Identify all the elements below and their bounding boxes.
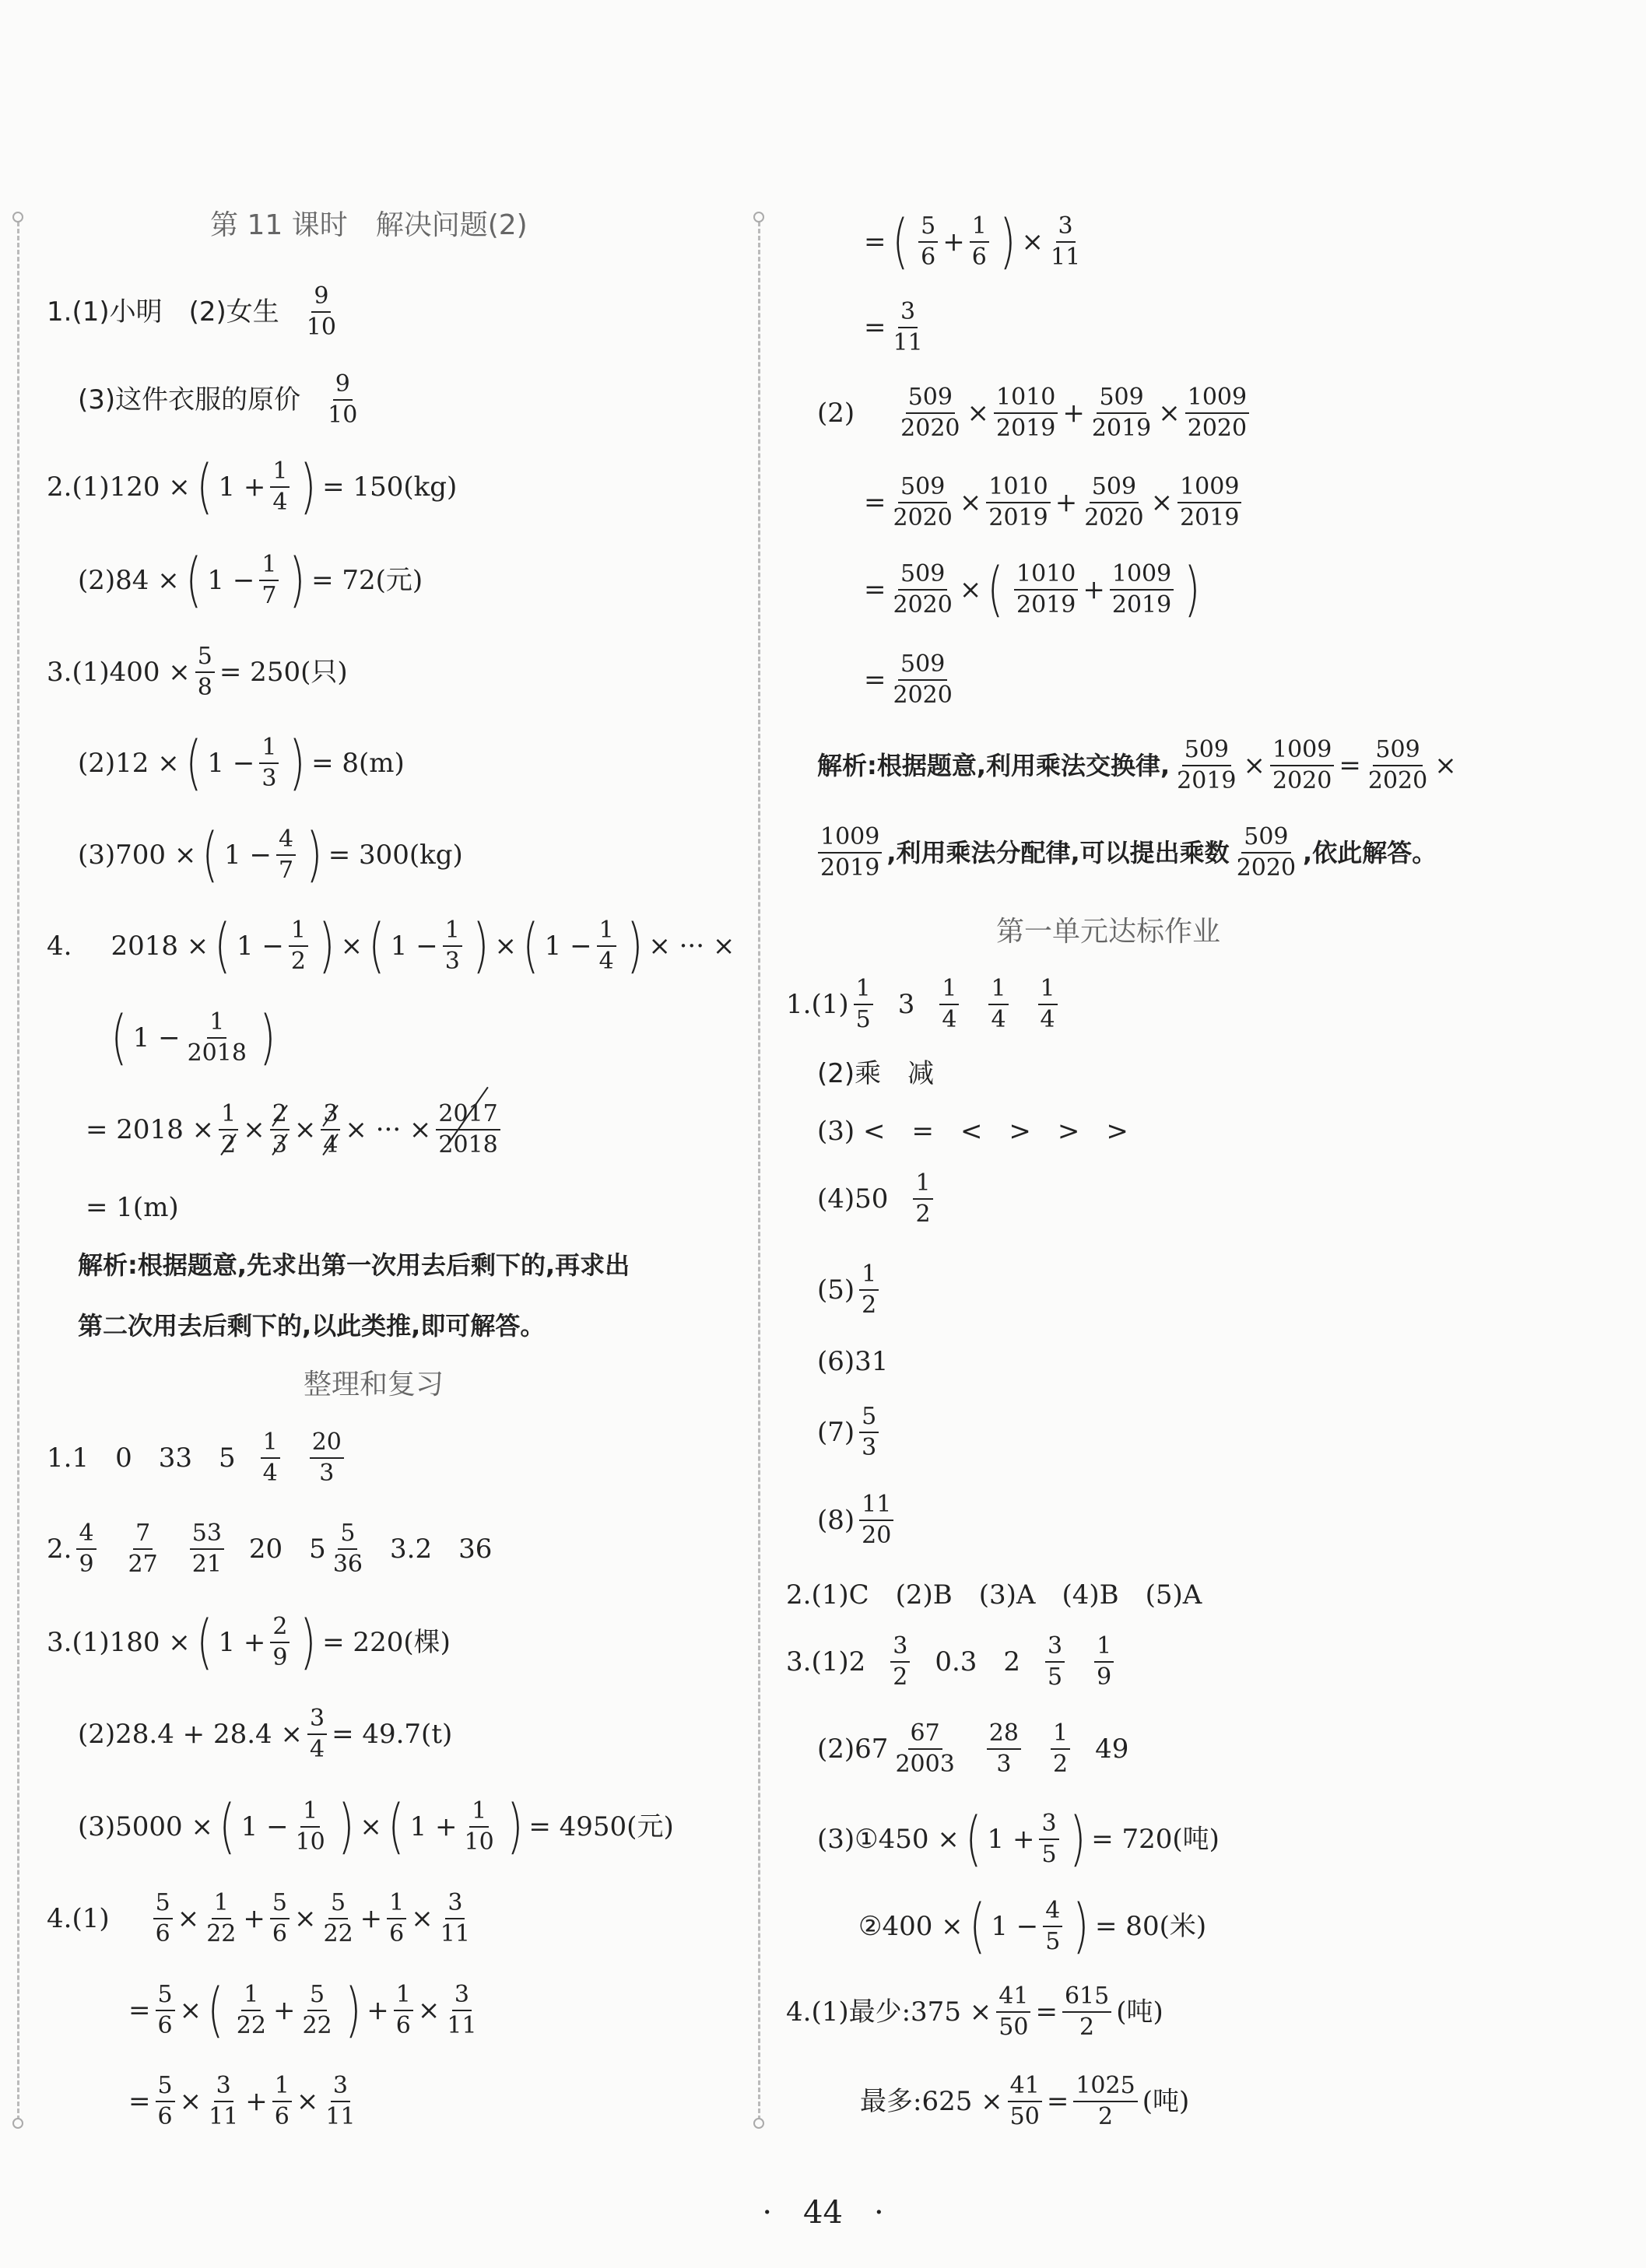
unit-1-6: (6)31 (817, 1346, 889, 1377)
review-3b: (2)28.4 + 28.4 × $\frac{3}{4}$ = 49.7(t) (78, 1705, 453, 1763)
unit-3-3: (3)①450 × ( 1 + $\frac{3}{5}$ ) = 720(吨) (817, 1804, 1220, 1874)
fraction: $\frac{4}{9}$ (76, 1521, 96, 1576)
q4-analysis-2: 第二次用去后剩下的,以此类推,即可解答。 (78, 1311, 546, 1341)
fraction: $\frac{1009}{2019}$ (1177, 475, 1241, 530)
unit-1-5: (5) $\frac{1}{2}$ (817, 1262, 883, 1317)
fraction: $\frac{3}{4}$ (307, 1706, 327, 1761)
fraction: $\frac{509}{2020}$ (900, 384, 960, 442)
fraction: $\frac{1}{2}$ (219, 1102, 238, 1157)
fraction: $\frac{3}{11}$ (440, 1889, 470, 1947)
q4-result: = 1(m) (86, 1192, 179, 1223)
unit-1-7: (7) $\frac{5}{3}$ (817, 1404, 883, 1460)
fraction: $\frac{1}{22}$ (236, 1981, 266, 2039)
fraction: $\frac{1}{3}$ (259, 735, 279, 790)
fraction: $\frac{3}{2}$ (890, 1634, 910, 1689)
calc-2-analysis-2: $\frac{1009}{2019}$ ,利用乘法分配律,可以提出乘数 $\frac{509}{2020}$ ,依此解答。 (813, 825, 1437, 880)
review-4-line-1: 4.(1) $\frac{5}{6}$ × $\frac{1}{22}$ + $\frac{5}{6}$ × $\frac{5}{22}$ + $\frac{1}{6}$ × $\frac{3}{11}$ (47, 1891, 477, 1946)
review-3c: (3)5000 × ( 1 − $\frac{1}{10}$ ) × ( 1 + $\frac{1}{10}$ ) = 4950(元) (78, 1791, 674, 1861)
fraction: $\frac{3}{11}$ (325, 2072, 356, 2130)
unit-1-1: 1.(1) $\frac{1}{5}$ 3 $\frac{1}{4}$ $\frac{1}{4}$ $\frac{1}{4}$ (786, 976, 1062, 1032)
fraction: $\frac{9}{10}$ (306, 282, 336, 341)
fraction: $\frac{5}{22}$ (323, 1889, 353, 1947)
heading-unit-1: 第一单元达标作业 (996, 916, 1221, 948)
fraction: $\frac{1009}{2020}$ (1270, 738, 1334, 793)
page-number: · 44 · (762, 2195, 884, 2231)
fraction: $\frac{2}{3}$ (270, 1102, 290, 1157)
fraction: $\frac{1}{3}$ (443, 918, 462, 973)
unit-1-8: (8) $\frac{11}{20}$ (817, 1492, 898, 1548)
fraction: $\frac{509}{2019}$ (1091, 384, 1152, 442)
fraction: $\frac{509}{2020}$ (893, 560, 953, 619)
unit-3-2: (2)67 $\frac{67}{2003}$ $\frac{28}{3}$ $\frac{1}{2}$ 49 (817, 1719, 1129, 1778)
fraction: $\frac{509}{2020}$ (1084, 473, 1144, 531)
calc-2-analysis-1: 解析 :根据题意,利用乘法交换律, $\frac{509}{2019}$ × $\frac{1009}{2020}$ = $\frac{509}{2020}$ × (817, 736, 1457, 794)
fraction: $\frac{5}{6}$ (156, 1982, 175, 2038)
fraction: $\frac{1}{4}$ (261, 1430, 280, 1485)
fraction: $\frac{509}{2020}$ (1236, 823, 1297, 882)
fraction: $\frac{5}{8}$ (195, 644, 215, 699)
q1-line-2: (3)这件衣服的原价 $\frac{9}{10}$ (78, 372, 364, 427)
fraction: $\frac{1009}{2019}$ (818, 825, 882, 880)
fraction: $\frac{41}{50}$ (1008, 2073, 1042, 2129)
q4-line-1: 4. 2018 × ( 1 − $\frac{1}{2}$ ) × ( 1 − $\frac{1}{3}$ ) × ( 1 − $\frac{1}{4}$ ) × ··· × (47, 910, 735, 980)
fraction: $\frac{5}{6}$ (918, 214, 938, 269)
fraction: $\frac{1009}{2020}$ (1185, 385, 1249, 440)
fraction: $\frac{3}{4}$ (321, 1102, 340, 1157)
fraction: $\frac{1}{2}$ (289, 918, 308, 973)
fraction: $\frac{3}{11}$ (1051, 212, 1081, 271)
unit-1-4: (4)50 $\frac{1}{2}$ (817, 1171, 938, 1226)
unit-4-2: 最多:625 × $\frac{41}{50}$ = $\frac{1025}{2}$ (吨) (860, 2072, 1190, 2130)
fraction: $\frac{1}{7}$ (259, 552, 279, 608)
q3-line-3: (3)700 × ( 1 − $\frac{4}{7}$ ) = 300(kg) (78, 819, 463, 889)
fraction: $\frac{11}{20}$ (859, 1492, 893, 1548)
fraction: $\frac{7}{27}$ (128, 1520, 158, 1578)
fraction: $\frac{3}{11}$ (893, 298, 923, 356)
fraction: $\frac{5}{6}$ (270, 1891, 290, 1946)
fraction: $\frac{509}{2020}$ (893, 650, 953, 709)
fraction: $\frac{2}{9}$ (270, 1614, 290, 1670)
fraction: $\frac{509}{2020}$ (893, 473, 953, 531)
left-column (0, 0, 755, 2179)
q3-line-1: 3.(1)400 × $\frac{5}{8}$ = 250(只) (47, 643, 348, 701)
fraction: $\frac{53}{21}$ (190, 1521, 224, 1576)
fraction: $\frac{1}{4}$ (1038, 976, 1058, 1032)
fraction: $\frac{1025}{2}$ (1073, 2073, 1137, 2129)
center-divider (758, 222, 760, 2120)
unit-3-4: ②400 × ( 1 − $\frac{4}{5}$ ) = 80(米) (858, 1891, 1207, 1961)
q2-line-1: 2.(1)120 × ( 1 + $\frac{1}{4}$ ) = 150(kg) (47, 451, 458, 521)
calc-2-line-3: = $\frac{509}{2020}$ × ( $\frac{1010}{2019}$ + $\frac{1009}{2019}$ ) (864, 554, 1201, 624)
heading-review: 整理和复习 (304, 1369, 444, 1400)
fraction: $\frac{1}{2}$ (913, 1171, 932, 1226)
fraction: $\frac{3}{5}$ (1039, 1811, 1058, 1867)
review-4-line-3: = $\frac{5}{6}$ × $\frac{3}{11}$ + $\frac{1}{6}$ × $\frac{3}{11}$ (128, 2073, 363, 2129)
q3-line-2: (2)12 × ( 1 − $\frac{1}{3}$ ) = 8(m) (78, 727, 405, 797)
fraction: $\frac{1010}{2019}$ (994, 385, 1058, 440)
calc-2-line-4: = $\frac{509}{2020}$ (864, 652, 960, 707)
fraction: $\frac{1}{4}$ (988, 976, 1008, 1032)
fraction: $\frac{4}{5}$ (1043, 1898, 1062, 1954)
fraction: $\frac{5}{22}$ (302, 1981, 332, 2039)
fraction: $\frac{41}{50}$ (996, 1984, 1030, 2039)
fraction: $\frac{1}{4}$ (939, 976, 959, 1032)
fraction: $\frac{1010}{2019}$ (986, 475, 1050, 530)
fraction: $\frac{1}{2}$ (859, 1262, 879, 1317)
fraction: $\frac{1}{6}$ (394, 1982, 413, 2038)
fraction: $\frac{2017}{2018}$ (436, 1102, 500, 1157)
fraction: $\frac{1}{4}$ (270, 459, 290, 514)
fraction: $\frac{509}{2020}$ (1367, 736, 1428, 794)
calc-cont-1: = ( $\frac{5}{6}$ + $\frac{1}{6}$ ) × $\frac{3}{11}$ (864, 214, 1087, 269)
fraction: $\frac{4}{7}$ (276, 827, 296, 882)
review-1: 1.1 0 33 5 $\frac{1}{4}$ $\frac{20}{3}$ (47, 1430, 349, 1485)
fraction: $\frac{9}{10}$ (328, 370, 358, 429)
fraction: $\frac{5}{36}$ (332, 1520, 363, 1578)
fraction: $\frac{1}{6}$ (272, 2073, 292, 2129)
fraction: $\frac{3}{5}$ (1045, 1634, 1065, 1689)
unit-3-1: 3.(1)2 $\frac{3}{2}$ 0.3 2 $\frac{3}{5}$ $\frac{1}{9}$ (786, 1634, 1118, 1689)
fraction: $\frac{509}{2019}$ (1177, 736, 1237, 794)
fraction: $\frac{3}{11}$ (209, 2072, 239, 2130)
fraction: $\frac{3}{11}$ (447, 1981, 477, 2039)
unit-1-3: (3) < = < > > > (817, 1116, 1128, 1147)
fraction: $\frac{1}{10}$ (464, 1797, 494, 1856)
q4-line-2: ( 1 − $\frac{1}{2018}$ ) (111, 1002, 276, 1072)
fraction: $\frac{1009}{2019}$ (1110, 562, 1174, 617)
fraction: $\frac{1010}{2019}$ (1014, 562, 1078, 617)
fraction: $\frac{1}{9}$ (1094, 1634, 1114, 1689)
q2-line-2: (2)84 × ( 1 − $\frac{1}{7}$ ) = 72(元) (78, 545, 423, 615)
fraction: $\frac{1}{2}$ (1051, 1721, 1070, 1776)
fraction: $\frac{1}{5}$ (854, 976, 873, 1032)
fraction: $\frac{1}{6}$ (970, 214, 989, 269)
calc-cont-2: = $\frac{3}{11}$ (864, 300, 930, 355)
fraction: $\frac{20}{3}$ (310, 1430, 344, 1485)
fraction: $\frac{615}{2}$ (1062, 1984, 1111, 2039)
heading-lesson-11: 第 11 课时 解决问题(2) (210, 209, 528, 241)
fraction: $\frac{1}{22}$ (206, 1889, 237, 1947)
fraction: $\frac{5}{6}$ (156, 2073, 175, 2129)
fraction: $\frac{28}{3}$ (987, 1721, 1021, 1776)
right-column (763, 0, 1627, 2179)
review-4-line-2: = $\frac{5}{6}$ × ( $\frac{1}{22}$ + $\frac{5}{22}$ ) + $\frac{1}{6}$ × $\frac{3}{11}$ (128, 1982, 484, 2038)
review-2: 2. $\frac{4}{9}$ $\frac{7}{27}$ $\frac{53}{21}$ 20 5 $\frac{5}{36}$ 3.2 36 (47, 1520, 493, 1578)
q4-analysis-1: 解析 :根据题意,先求出第一次用去后剩下的,再求出 (78, 1250, 630, 1280)
fraction: $\frac{5}{6}$ (153, 1891, 173, 1946)
fraction: $\frac{1}{10}$ (295, 1797, 325, 1856)
calc-2-line-2: = $\frac{509}{2020}$ × $\frac{1010}{2019}$ + $\frac{509}{2020}$ × $\frac{1009}{2019}$ (864, 475, 1246, 530)
unit-2: 2.(1)C (2)B (3)A (4)B (5)A (786, 1579, 1202, 1611)
fraction: $\frac{1}{6}$ (387, 1891, 406, 1946)
q4-line-3: = 2018 × $\frac{1}{2}$ × $\frac{2}{3}$ × $\frac{3}{4}$ × ··· × $\frac{2017}{2018}$ (86, 1102, 505, 1157)
fraction: $\frac{67}{2003}$ (895, 1719, 955, 1778)
q1-line-1: 1.(1)小明 (2)女生 $\frac{9}{10}$ (47, 284, 343, 339)
fraction: $\frac{1}{4}$ (597, 918, 616, 973)
calc-2-line-1: (2) $\frac{509}{2020}$ × $\frac{1010}{2019}$ + $\frac{509}{2019}$ × $\frac{1009}{2020}$ (817, 385, 1254, 440)
unit-1-2: (2)乘 减 (817, 1058, 935, 1089)
fraction: $\frac{5}{3}$ (859, 1404, 879, 1460)
unit-4-1: 4.(1)最少:375 × $\frac{41}{50}$ = $\frac{615}{2}$ (吨) (786, 1982, 1163, 2041)
review-3a: 3.(1)180 × ( 1 + $\frac{2}{9}$ ) = 220(棵) (47, 1607, 451, 1677)
fraction: $\frac{1}{2018}$ (187, 1008, 247, 1067)
